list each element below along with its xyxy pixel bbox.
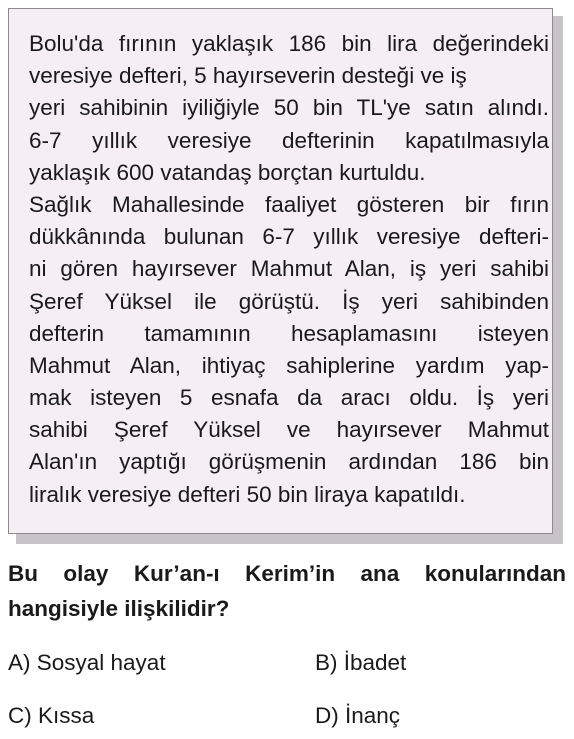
passage-line: yaklaşık 600 vatandaş borçtan kurtuldu. [29,159,426,185]
passage-line: Şeref Yüksel ile görüştü. İş yeri sahibinden [29,288,549,314]
passage-line: dükkânında bulunan 6-7 yıllık veresiye defteri- [29,224,549,250]
passage-line: defterin tamamının hesaplamasını isteyen [29,320,549,346]
passage-line: Sağlık Mahallesinde faaliyet gösteren bir fırın [29,191,549,217]
passage-line: Mahmut Alan, ihtiyaç sahiplerine yardım yap- [29,352,549,378]
option-a[interactable]: A) Sosyal hayat [8,650,166,675]
question-line: Bu olay Kur’an-ı Kerim’in ana konularından [8,561,566,586]
passage-box [8,8,553,534]
passage-line: liralık veresiye defteri 50 bin liraya kapatıldı. [29,481,466,507]
passage-line: sahibi Şeref Yüksel ve hayırsever Mahmut [29,417,549,443]
question-text [8,556,566,626]
passage-line: 6-7 yıllık veresiye defterinin kapatılmasıyla [29,127,549,153]
passage-line: yeri sahibinin iyiliğiyle 50 bin TL'ye satın alındı. [29,95,549,121]
option-d[interactable]: D) İnanç [315,703,401,728]
question-line: hangisiyle ilişkilidir? [8,596,230,621]
passage-line: veresiye defteri, 5 hayırseverin desteği ve iş [29,63,467,89]
passage-line: ni gören hayırsever Mahmut Alan, iş yeri sahibi [29,256,549,282]
passage-line: Bolu'da fırının yaklaşık 186 bin lira değerindeki [29,31,549,56]
passage-line: mak isteyen 5 esnafa da aracı oldu. İş yeri [29,385,549,411]
passage-text [29,28,549,511]
option-b[interactable]: B) İbadet [315,650,407,675]
option-c[interactable]: C) Kıssa [8,703,95,728]
passage-line: Alan'ın yaptığı görüşmenin ardından 186 bin [29,449,549,475]
